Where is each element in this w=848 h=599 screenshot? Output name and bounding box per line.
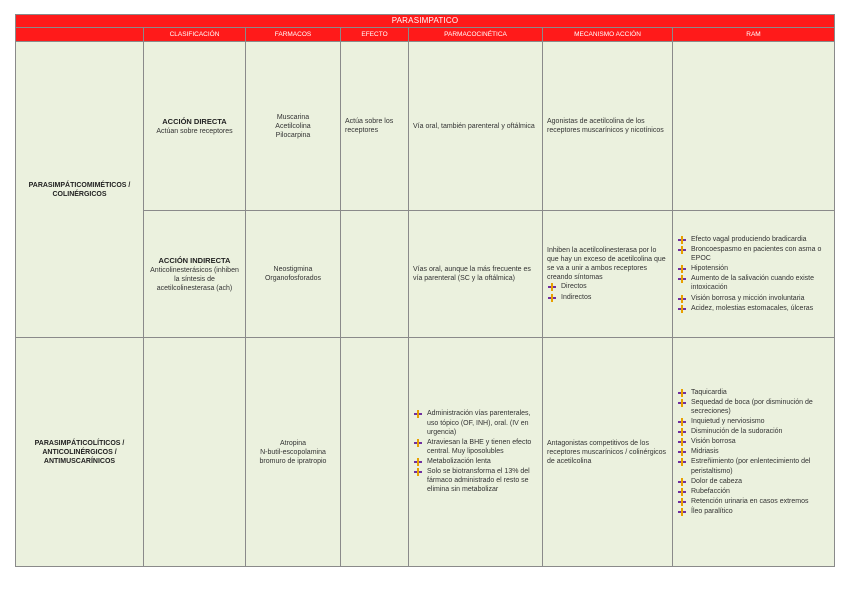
group1-b-mecanismo [543, 211, 673, 338]
bullet-icon [414, 468, 422, 476]
bullet-icon [678, 295, 686, 303]
list-item-label: Inquietud y nerviosismo [691, 418, 765, 426]
list-item-label: Administración vías parenterales, uso tópico (OF, INH), oral. (IV en urgencia) [427, 410, 531, 436]
list-item [413, 438, 538, 456]
bullet-icon [678, 246, 686, 254]
farmaco-item: bromuro de ipratropio [259, 457, 327, 465]
class-desc: Actúan sobre receptores [156, 127, 233, 135]
pharmacology-table [15, 14, 835, 567]
list-item [677, 477, 830, 486]
header-clasificacion: CLASIFICACIÓN [144, 28, 246, 42]
list-item [677, 398, 830, 416]
group1-name: PARASIMPÁTICOMIMÉTICOS / COLINÉRGICOS [16, 42, 144, 338]
list-item-label: Hipotensión [691, 265, 728, 273]
bullet-icon [678, 389, 686, 397]
list-item [677, 245, 830, 263]
bullet-icon [548, 294, 556, 302]
list-item-label: Sequedad de boca (por disminución de secreciones) [691, 398, 813, 415]
list-item-label: Efecto vagal produciendo bradicardia [691, 236, 807, 244]
list-item [677, 274, 830, 292]
group2-farmacos [246, 338, 341, 567]
list-item-label: Disminución de la sudoración [691, 428, 783, 436]
list-item-label: Midriasis [691, 448, 719, 456]
header-farmacocinetica: PARMACOCINÉTICA [409, 28, 543, 42]
list-item [677, 457, 830, 475]
group1-b-farmacocinetica: Vías oral, aunque la más frecuente es vía parenteral (SC y la oftálmica) [409, 211, 543, 338]
list-item [413, 409, 538, 436]
farmaco-item: Pilocarpina [275, 131, 311, 139]
group2-class [144, 338, 246, 567]
bullet-icon [414, 458, 422, 466]
list-item-label: Acidez, molestias estomacales, úlceras [691, 304, 814, 312]
group2-farmacocinetica [409, 338, 543, 567]
group1-b-farmacos [246, 211, 341, 338]
bullet-icon [678, 448, 686, 456]
list-item [413, 467, 538, 494]
group2-ram [673, 338, 835, 567]
table-row [16, 338, 835, 567]
header-empty [16, 28, 144, 42]
list-item-label: Solo se biotransforma el 13% del fármaco administrado el resto se elimina sin metabolizar [427, 468, 530, 494]
list-item [677, 294, 830, 303]
list-item-label: Taquicardia [691, 388, 727, 396]
class-desc: Anticolinesterásicos (inhiben la síntesis de acetilcolinesterasa (ach) [150, 266, 239, 292]
ram-list [677, 388, 830, 516]
header-mecanismo: MECANISMO ACCIÓN [543, 28, 673, 42]
farmaco-item: Acetilcolina [275, 122, 311, 130]
list-item-label: Indirectos [561, 293, 592, 301]
bullet-icon [678, 508, 686, 516]
ram-list [677, 235, 830, 313]
list-item [677, 497, 830, 506]
list-item [677, 437, 830, 446]
bullet-icon [678, 275, 686, 283]
list-item-label: Rubefacción [691, 487, 730, 495]
bullet-icon [678, 458, 686, 466]
mecanismo-list [547, 282, 668, 301]
class-title: ACCIÓN DIRECTA [162, 116, 227, 126]
header-row [16, 28, 835, 42]
group2-mecanismo: Antagonistas competitivos de los receptores muscarínicos / colinérgicos de acetilcolina [543, 338, 673, 567]
list-item-label: Atraviesan la BHE y tienen efecto central. Muy liposolubles [427, 438, 532, 455]
group1-b-class [144, 211, 246, 338]
list-item-label: Metabolización lenta [427, 457, 491, 465]
farmaco-item: N-butil-escopolamina [260, 448, 326, 456]
list-item-label: Dolor de cabeza [691, 477, 742, 485]
bullet-icon [678, 305, 686, 313]
list-item [677, 235, 830, 244]
mecanismo-text: Inhiben la acetilcolinesterasa por lo que hay un exceso de acetilcolina que se va a unir a ambos receptores creando síntomas [547, 247, 666, 282]
bullet-icon [678, 438, 686, 446]
farmaco-item: Organofosforados [264, 275, 322, 283]
header-farmacos: FARMACOS [246, 28, 341, 42]
bullet-icon [414, 410, 422, 418]
header-efecto: EFECTO [341, 28, 409, 42]
group1-a-farmacocinetica: Vía oral, también parenteral y oftálmica [409, 42, 543, 211]
list-item-label: Estreñimiento (por enlentecimiento del peristaltismo) [691, 458, 811, 475]
bullet-icon [678, 488, 686, 496]
farmaco-item: Neostigmina [273, 266, 313, 274]
list-item [413, 457, 538, 466]
group1-a-mecanismo: Agonistas de acetilcolina de los receptores muscarínicos y nicotínicos [543, 42, 673, 211]
bullet-icon [678, 478, 686, 486]
header-ram: RAM [673, 28, 835, 42]
farmaco-item: Muscarina [276, 113, 310, 121]
farmaco-item: Atropina [279, 439, 307, 447]
class-title: ACCIÓN INDIRECTA [158, 255, 231, 265]
list-item-label: Broncoespasmo en pacientes con asma o EPOC [691, 246, 822, 263]
list-item-label: Visión borrosa [691, 438, 736, 446]
bullet-icon [678, 399, 686, 407]
list-item [547, 293, 668, 302]
list-item [677, 507, 830, 516]
group1-a-ram [673, 42, 835, 211]
group1-b-efecto [341, 211, 409, 338]
table-title: PARASIMPATICO [16, 15, 835, 28]
list-item-label: Visión borrosa y micción involuntaria [691, 294, 805, 302]
list-item-label: Directos [561, 283, 587, 291]
list-item-label: Íleo paralítico [691, 507, 733, 515]
list-item [677, 487, 830, 496]
bullet-icon [678, 428, 686, 436]
list-item [677, 427, 830, 436]
list-item [677, 388, 830, 397]
bullet-icon [548, 283, 556, 291]
group2-efecto [341, 338, 409, 567]
table-row [16, 42, 835, 211]
group1-a-class [144, 42, 246, 211]
list-item [677, 417, 830, 426]
list-item-label: Retención urinaria en casos extremos [691, 497, 809, 505]
list-item-label: Aumento de la salivación cuando existe intoxicación [691, 275, 814, 292]
bullet-icon [414, 439, 422, 447]
list-item [677, 447, 830, 456]
bullet-icon [678, 265, 686, 273]
list-item [547, 282, 668, 291]
list-item [677, 264, 830, 273]
group2-name: PARASIMPÁTICOLÍTICOS / ANTICOLINÉRGICOS / ANTIMUSCARÍNICOS [16, 338, 144, 567]
farmacocinetica-list [413, 409, 538, 494]
bullet-icon [678, 236, 686, 244]
group1-a-farmacos [246, 42, 341, 211]
group1-b-ram [673, 211, 835, 338]
bullet-icon [678, 418, 686, 426]
group1-a-efecto: Actúa sobre los receptores [341, 42, 409, 211]
list-item [677, 304, 830, 313]
bullet-icon [678, 498, 686, 506]
